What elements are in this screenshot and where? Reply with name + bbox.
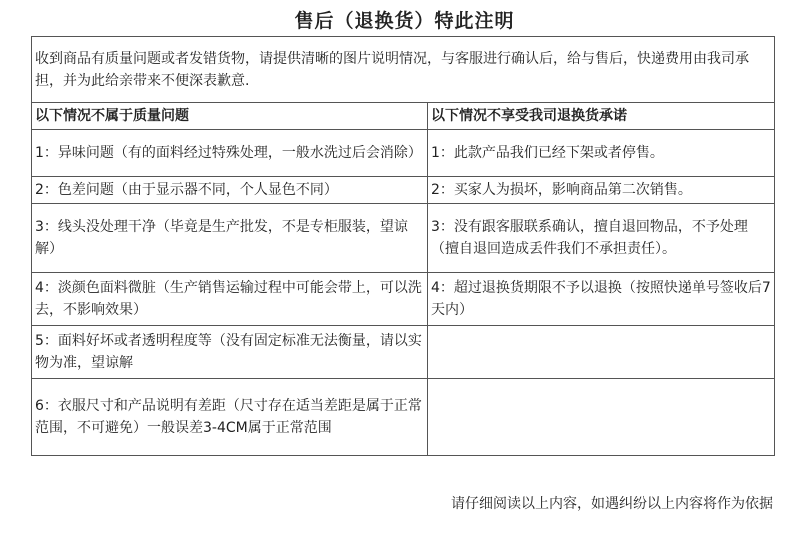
table-row — [32, 204, 775, 273]
cell-left: 2：色差问题（由于显示器不同，个人显色不同） — [32, 177, 428, 204]
cell-right: 2：买家人为损坏，影响商品第二次销售。 — [428, 177, 775, 204]
table-row — [32, 177, 775, 204]
cell-left: 6：衣服尺寸和产品说明有差距（尺寸存在适当差距是属于正常范围，不可避免）一般误差3-4CM属于正常范围 — [32, 379, 428, 456]
page-title: 售后（退换货）特此注明 — [294, 10, 515, 32]
cell-right: 1：此款产品我们已经下架或者停售。 — [428, 130, 775, 177]
header-no-return-commitment: 以下情况不享受我司退换货承诺 — [428, 103, 775, 130]
intro-text: 收到商品有质量问题或者发错货物，请提供清晰的图片说明情况，与客服进行确认后，给与售后，快递费用由我司承担，并为此给亲带来不便深表歉意. — [32, 37, 775, 103]
header-not-quality-issue: 以下情况不属于质量问题 — [32, 103, 428, 130]
cell-right-empty — [428, 379, 775, 456]
cell-right-empty — [428, 326, 775, 379]
cell-left: 5：面料好坏或者透明程度等（没有固定标准无法衡量，请以实物为准，望谅解 — [32, 326, 428, 379]
cell-right: 4：超过退换货期限不予以退换（按照快递单号签收后7天内） — [428, 273, 775, 326]
footer-note: 请仔细阅读以上内容，如遇纠纷以上内容将作为依据 — [451, 496, 773, 512]
cell-right: 3：没有跟客服联系确认，擅自退回物品，不予处理（擅自退回造成丢件我们不承担责任）。 — [428, 204, 775, 273]
table-row — [32, 326, 775, 379]
table-row — [32, 130, 775, 177]
table-row — [32, 273, 775, 326]
intro-row — [32, 37, 775, 103]
cell-left: 1：异味问题（有的面料经过特殊处理，一般水洗过后会消除） — [32, 130, 428, 177]
policy-table — [31, 36, 775, 456]
table-row — [32, 379, 775, 456]
header-row — [32, 103, 775, 130]
cell-left: 3：线头没处理干净（毕竟是生产批发，不是专柜服装，望谅解） — [32, 204, 428, 273]
cell-left: 4：淡颜色面料微脏（生产销售运输过程中可能会带上，可以洗去，不影响效果） — [32, 273, 428, 326]
